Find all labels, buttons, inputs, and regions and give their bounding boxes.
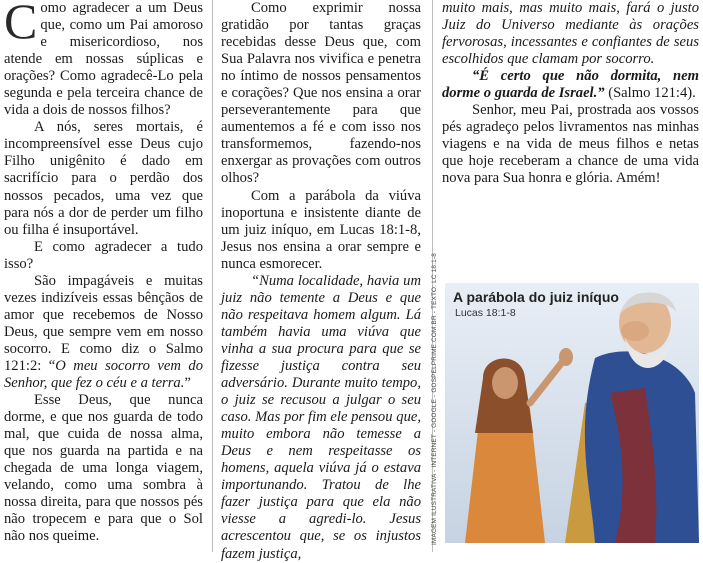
closing-quote: ” <box>184 375 191 392</box>
image-credit: IMAGEM ILUSTRATIVA - INTERNET - GOOGLE - GOSPELPRIME.COM.BR - TEXTO: LC 18:1-8 <box>431 253 438 545</box>
paragraph: Senhor, meu Pai, prostrada aos vossos pés agradeço pelos livramentos nas minhas viagens e na vida de meus filhos e netas que hoje receberam a chance de uma vida nova para Sua honra e glória. Amém! <box>442 102 699 187</box>
paragraph: E como agradecer a tudo isso? <box>4 238 203 272</box>
illustration-artwork <box>445 283 699 543</box>
paragraph <box>442 0 699 68</box>
parable-illustration <box>445 283 699 543</box>
parable-text: “Numa localidade, havia um juiz não temente a Deus e que não respeitava homem algum. Lá também havia uma viúva que vinha a sua procura para que se fizesse justiça contra seu adversário. Durante muito tempo, o juiz se recusou a julgar o seu caso. Mas por fim ele pensou que, muito embora não temesse a Deus e nem respeitasse os homens, aquela viúva já o estava importunando. Tratou de lhe fazer justiça para que ela não viesse a agredi-lo. Jesus acrescentou que, se os injustos fazem justiça, <box>221 272 421 562</box>
article-column-3 <box>442 0 699 188</box>
psalm-quote: “É certo que não dormita, nem dorme o guarda de Israel.” <box>442 68 699 102</box>
psalm-reference: (Salmo 121:4). <box>604 85 696 102</box>
drop-cap: C <box>4 0 38 49</box>
paragraph <box>4 0 203 119</box>
paragraph <box>4 273 203 392</box>
illustration-reference: Lucas 18:1-8 <box>455 307 516 319</box>
paragraph: A nós, seres mortais, é incompreensível esse Deus cujo Filho unigênito é dado em sacrifício para o perdão dos nossos pecados, uma vez que para nós a dor de perder um filho ou filha é insuportável. <box>4 119 203 238</box>
paragraph-text: omo agradecer a um Deus que, como um Pai amoroso e misericordioso, nos atende em nossas súplicas e orações? Como agradecê-Lo pela segunda e pela terceira chance de vida a dois de nossos filhos? <box>4 0 203 119</box>
paragraph <box>442 68 699 102</box>
paragraph: Esse Deus, que nunca dorme, e que nos guarda de todo mal, que cuida de nossa alma, que nos guarda na partida e na chegada de uma longa viagem, velando, como uma sombra à nossa direita, para que nossos pés não tropecem e para que o Sol não nos queime. <box>4 392 203 545</box>
widow-face <box>492 367 518 399</box>
paragraph-text: São impagáveis e muitas vezes indizíveis essas bênçãos de amor que recebemos de Nosso Deus, que sempre vem em nosso socorro. E como diz o Salmo 121:2: “ <box>4 272 203 374</box>
parable-quote <box>221 273 421 563</box>
article-column-1 <box>4 0 203 546</box>
column-divider <box>212 0 213 552</box>
psalm-quote: O meu socorro vem do Senhor, que fez o céu e a terra. <box>4 357 203 392</box>
paragraph: Como exprimir nossa gratidão por tantas graças recebidas desse Deus que, com Sua Palavra nos vivifica e penetra no íntimo de nossos pensamentos e corações? Que nos ensina a orar perseverantemente para que aumentemos a fé e com isso nos transformemos, fazendo-nos enxergar as provações com outros olhos? <box>221 0 421 187</box>
illustration-title: A parábola do juiz iníquo <box>453 289 619 305</box>
paragraph: Com a parábola da viúva inoportuna e insistente diante de um juiz iníquo, em Lucas 18:1-8, Jesus nos ensina a orar sempre e nunca esmorecer. <box>221 187 421 272</box>
article-column-2 <box>221 0 421 563</box>
parable-continuation: muito mais, mas muito mais, fará o justo Juiz do Universo mediante às orações fervorosas, incessantes e confiantes de seus escolhidos que clamam por socorro. <box>442 0 699 68</box>
